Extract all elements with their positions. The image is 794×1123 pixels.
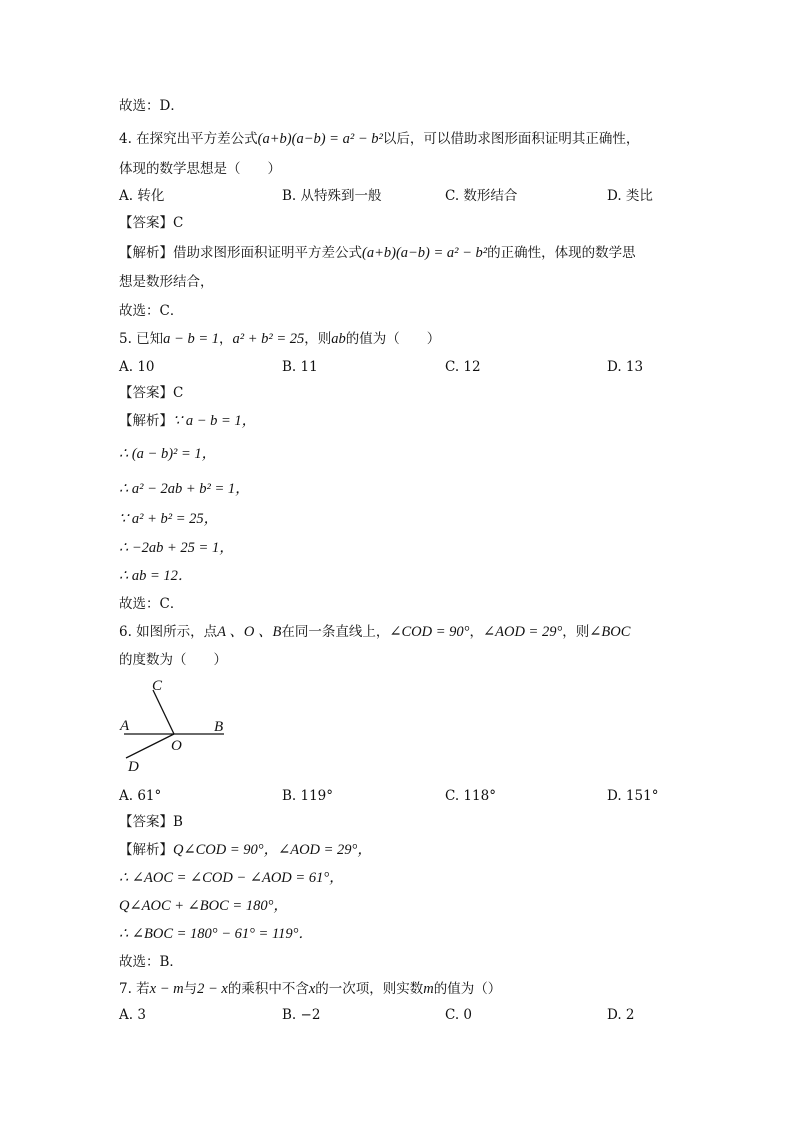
q4-analysis-prefix: 【解析】借助求图形面积证明平方差公式 [119,245,362,261]
q5-step-5: ∴ −2ab + 25 = 1， [119,540,234,556]
q7-stem-formula-2: 2 − x [197,981,228,997]
ray-OD [126,734,174,758]
q4-conclusion: 故选：C． [119,303,184,319]
q7-stem-prefix: 7. 若 [119,981,150,997]
q7-option-d: D. 2 [607,1007,635,1023]
q6-option-c: C. 118° [445,788,496,804]
q4-analysis-suffix: 的正确性，体现的数学思 [487,245,636,261]
q6-options [119,786,679,806]
q6-step-4: ∴ ∠BOC = 180° − 61° = 119°． [119,926,313,942]
q4-stem-prefix: 4. 在探究出平方差公式 [119,131,258,147]
q5-conclusion: 故选：C． [119,596,184,612]
q6-stem-formula-1: ∠COD = 90° [389,624,470,640]
q5-option-a: A. 10 [119,359,155,375]
q7-options [119,1005,679,1025]
q7-stem-formula-4: m [423,981,434,997]
q6-step-1: Q∠COD = 90°，∠AOD = 29°， [173,842,372,858]
q7-stem-mid-3: 的一次项，则实数 [315,981,424,997]
q6-analysis-line-1 [119,840,372,860]
q4-option-b: B. 从特殊到一般 [282,188,382,204]
q6-stem-points: A 、O 、B [217,624,282,640]
q5-stem-suffix: 的值为（ ） [345,331,441,347]
q6-stem-formula-3: ∠BOC [589,624,631,640]
q4-answer: 【答案】C [119,215,184,231]
q5-stem-formula-3: ab [331,331,346,347]
q6-stem-line-2: 的度数为（ ） [119,652,227,668]
q7-option-c: C. 0 [445,1007,473,1023]
q7-stem-mid-2: 的乘积中不含 [227,981,309,997]
q5-step-1: ∵ a − b = 1， [173,413,257,429]
q4-analysis-line-1 [119,243,636,263]
q5-option-b: B. 11 [282,359,318,375]
q5-stem-formula-2: a² + b² = 25 [232,331,305,347]
q4-stem-line-2: 体现的数学思想是（ ） [119,161,281,177]
q6-geometry-figure [110,672,240,780]
label-B: B [214,719,224,735]
q7-stem-suffix: 的值为（） [433,981,502,997]
q5-step-3: ∴ a² − 2ab + b² = 1， [119,481,250,497]
q7-stem-formula-1: x − m [149,981,184,997]
q7-stem-formula-3: x [308,981,316,997]
label-O: O [171,738,182,754]
q4-option-a: A. 转化 [119,188,165,204]
q5-analysis-line-1 [119,411,256,431]
q5-step-2: ∴ (a − b)² = 1， [119,446,217,462]
q4-stem-suffix: 以后，可以借助求图形面积证明其正确性， [382,131,640,147]
ray-OC [153,690,174,734]
q3-conclusion: 故选：D． [119,98,184,114]
q6-stem-formula-2: ∠AOD = 29° [482,624,563,640]
q6-step-2: ∴ ∠AOC = ∠COD − ∠AOD = 61°， [119,870,344,886]
q5-stem-mid: ，则 [304,331,332,347]
label-C: C [152,678,163,694]
q6-option-b: B. 119° [282,788,334,804]
q6-step-3: Q∠AOC + ∠BOC = 180°， [119,898,288,914]
q4-stem-line-1 [119,129,639,149]
q5-options [119,357,679,377]
q5-stem-formula-1: a − b = 1 [163,331,219,347]
q5-option-c: C. 12 [445,359,481,375]
q7-option-b: B. −2 [282,1007,321,1023]
q5-stem [119,329,440,349]
q5-stem-prefix: 5. 已知 [119,331,164,347]
q4-analysis-line-2: 想是数形结合， [119,274,214,290]
q6-stem-prefix: 6. 如图所示，点 [119,624,218,640]
q4-options [119,186,679,206]
q6-answer: 【答案】B [119,814,183,830]
q6-option-d: D. 151° [607,788,659,804]
q6-stem-suffix: ，则 [562,624,590,640]
label-D: D [128,759,139,775]
q5-step-4: ∵ a² + b² = 25， [119,511,219,527]
q5-stem-sep: ， [219,331,233,347]
q7-option-a: A. 3 [119,1007,146,1023]
q6-stem-line-1 [119,622,630,642]
q5-analysis-label: 【解析】 [119,413,173,429]
q6-conclusion: 故选：B． [119,954,183,970]
q4-option-d: D. 类比 [607,188,653,204]
q6-stem-sep: ， [469,624,483,640]
q5-option-d: D. 13 [607,359,644,375]
q5-answer: 【答案】C [119,385,184,401]
q6-option-a: A. 61° [119,788,162,804]
q6-stem-mid: 在同一条直线上， [281,624,390,640]
q4-stem-formula: (a+b)(a−b) = a² − b² [257,131,383,147]
q7-stem [119,979,501,999]
label-A: A [120,718,130,734]
q5-step-6: ∴ ab = 12． [119,568,193,584]
q4-analysis-formula: (a+b)(a−b) = a² − b² [362,245,488,261]
q4-option-c: C. 数形结合 [445,188,518,204]
q7-stem-mid-1: 与 [183,981,198,997]
q6-analysis-label: 【解析】 [119,842,173,858]
